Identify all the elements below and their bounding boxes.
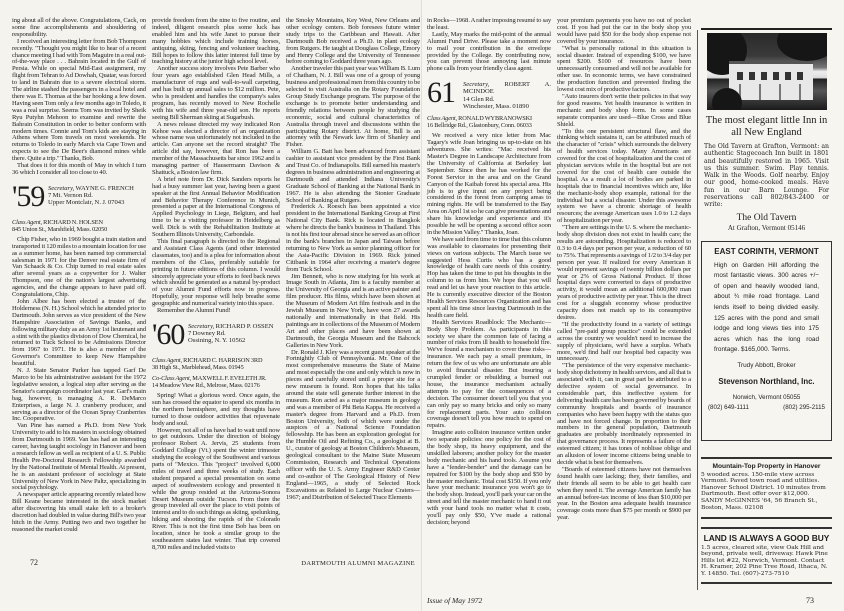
paragraph: Lastly, May marks the mid-point of the annual Alumni Fund Drive. Please take a moment now to mail your contribution in the envelope provided by the College. By contributing now, you can prevent those annoying last minute phone calls from your friendly class agent. [427, 30, 551, 73]
ads-column [697, 30, 831, 590]
ad-phone: (802) 649-1111 [708, 404, 749, 412]
ad-body: The Old Tavern at Grafton, Vermont: an authentic Stagecoach Inn built in 1801 and beautifully restored in 1965. Visit us this summer. Swim. Play tennis. Walk in the Woods. Golf nearby. Enjoy our good, home-cooked meals. Have fun in our Barn Lounge. For reservations call 802/843-2400 or write: [704, 143, 829, 209]
ad-mountain-top [701, 457, 832, 519]
ad-contact: SANDY McGINNES '64, 56 Branch St., Boston, Mass. 02108 [701, 498, 818, 511]
paragraph: Chip Fisher, who in 1969 bought a train station and transported it 120 miles to a mountain location for use as a summer home, has been named top commercial salesman in 1971 for the Denver real estate firm of Van Schaack & Co. Chip turned to real estate sales after several years as a copywriter for J. Walter Thompson, one of the nation's largest advertising agencies, and the change appears to have paid off. Congratulations, Chip. [12, 235, 146, 299]
class-secretary [48, 185, 134, 207]
class-notes-header [12, 179, 146, 215]
agent-address: 14 Meadow View Rd., Melrose, Mass. 02176 [152, 381, 260, 389]
ad-address: At Grafton, Vermont 05146 [727, 223, 806, 232]
class-year: 61 [427, 76, 455, 110]
class-notes-header [427, 76, 551, 111]
secretary-line [48, 185, 134, 192]
paragraph: A news release directed my way indicated Ron Kehoe was elected a director of an organization whose name was unfortunately not included in the article. Can anyone set the record straight? The article did say, however, that Ron has been a member of the Massachusetts bar since 1962 and is managing partner of Hausermann Davison & Shattuck, a Boston law firm. [152, 120, 280, 176]
paragraph: I received an interesting letter from Bob Thompson recently. "Thought you might like to hear of a recent chance meeting I had with Tom Maguire in a real out-of-the-way place . . . Bahrain located in the Gulf of Persia. While on special Mid-East assignment, my flight from Tehran to Ad Dowhah, Quatar, was forced to land in Bahrain due to a severe electrical storm. The airline stashed the passengers in a local hotel and there was E. Thomas at the bar hooking a few down. Having seen Tom only a few months ago in Toledo, it was a real surprise. Seems Tom was invited by Sheik Ryu Putyhn Mehoon to examine and rewrite the Bahrain Constitution in order to better conform with modern times. Connie and Tom's kids are staying in Athens where Tom travels on most weekends. He returns to Toledo in early March via Cape Town and expects to see the De Beer's diamond mines while there. Quite a trip." Thanks, Bob. [12, 37, 146, 163]
ad-town: Norwich, Vermont 05055 [732, 394, 801, 402]
paragraph: William G. Batt has been advanced from assistant cashier to assistant vice president by the First Bank and Trust Co. of Indianapolis. Bill earned his master's degrees in business administration and engineering at Dartmouth and attended Indiana University's Graduate School of Banking at the National Bank in 1967. He is also attending the Stonier Graduate School of Banking at Rutgers. [286, 148, 420, 204]
class-notes-header [152, 317, 280, 353]
secretary-name: ROBERT A. MCINDOE [463, 81, 551, 96]
paragraph: We received a very nice letter from Mac Tagary's wife Joan bringing us up-to-date on his adventures. She writes: "Mac received his Master's Degree in Landscape Architecture from the University of California at Berkeley last September. Since then he has worked for the Forest Service in the area and on the Grand Canyon of the Kaibab forest his special area. His job is to give input on any project being considered in the forest from camping areas to mining rights. He will be transferred to the Bay Area on April 1st so he can give presentations and share his knowledge and experience and it's possible he will be opening a second office soon in the Mission Valley." Thanks, Joan. [427, 132, 551, 236]
agent-label: Class Agent, [12, 218, 42, 226]
agent-name: RICHARD N. HOLSEN [43, 218, 103, 226]
right-columns [427, 18, 844, 590]
secretary-label: Secretary, [463, 81, 490, 89]
agent-name: RONALD WYBRANOWSKI [458, 115, 532, 123]
paragraph: John Albee has been elected a trustee of the Holderness (N. H.) School which he attended prior to Dartmouth. John serves as vice president of the New Hampshire Association of Savings Banks, and following military duty as an Army 1st lieutenant and a stint with the plastics division of Dow Chemical, he returned to Tuck School to be Admissions Director from 1967 to 1971. He is also a member of the Governor's Committee to keep New Hampshire beautiful. [12, 298, 146, 368]
paragraph: provide freedom from the nine to five routine, and indeed, diligent research plus some luck has enabled him and his wife Janet to pursue their many hobbies which include training horses, antiquing, skiing, fencing and volunteer teaching. Bill hopes to follow this latter interest full time by teaching history at the junior high school level. [152, 17, 280, 66]
paragraph: Another traveler this past year was William B. Lum of Chatham, N. J. Bill was one of a group of young business and professional men from this country to be selected to visit Australia on the Rotary Foundation Group Study Exchange program. The purpose of the exchange is to promote better understanding and friendly relations between people by studying the economic, social and cultural characteristics of Australia through travel and discussions within the participating Rotary district. At home, Bill is an attorney with the Newark law firm of Shanley and Fisher. [286, 65, 420, 149]
column-4 [427, 18, 551, 527]
agent-label: Class Agent, [427, 115, 457, 123]
class-year: '60 [152, 317, 185, 351]
ad-headline: EAST CORINTH, VERMONT [714, 246, 819, 256]
class-agent [152, 357, 280, 371]
ad-headline: LAND IS ALWAYS A GOOD BUY [703, 532, 830, 543]
secretary-address: Winchester, Mass. 01890 [463, 102, 529, 110]
secretary-address: 7 Mt. Vernon Rd. [48, 192, 93, 200]
paragraph: Spring! What a glorious word. Once again, the sun has crossed the equator to spend six months in the northern hemisphere, and my thoughts have turned to those outdoor activities that rejuvenate body and soul. [152, 391, 280, 427]
class-secretary [463, 81, 551, 110]
paragraph: "Auto insurers don't write their policies in that way for good reasons. Yet health insurance is written in mechanic and body shop form. In some cases separate companies are used—Blue Cross and Blue Shield. [557, 92, 691, 128]
ad-phones [706, 404, 827, 411]
page-number-left: 72 [30, 557, 38, 567]
secretary-label: Secretary, [48, 184, 75, 192]
class-secretary [188, 323, 274, 345]
column-3 [286, 18, 420, 501]
paragraph: Jim Bennett, who is now studying for his work at Image South in Atlanta, Jim is a faculty member at the University of Georgia and is an active painter and film producer. His films, which have been shown at the Museum of Modern Art film festivals and in the Jewish Museum in New York, have won 27 awards nationally and internationally in that field. His paintings are in collections of the Museum of Modern Art and other places and have been shown at Dartmouth, the Georgia Museum and the Babcock Galleries in New York. [286, 272, 420, 349]
ad-firm: Stevenson Northland, Inc. [718, 377, 815, 387]
ad-land-good-buy [701, 527, 832, 584]
right-page [421, 0, 844, 611]
running-head-issue: Issue of May 1972 [427, 596, 483, 605]
paragraph: in Rocks—1968. A rather imposing resumé to say the least. [427, 17, 551, 31]
ad-body: High on Garden Hill affording the most fantastic views. 300 acres +/− of open and heavily wooded land, about ¾ mile road frontage. Land lends itself to being divided easily. 125 acres with the pond and small lodge and long views ties into 175 acres which has the long road frontage. $165,000. Terms. [714, 261, 819, 354]
agent-label: Class Agent, [152, 356, 182, 364]
agent-address: 16 Bellridge Rd., Glastonbury, Conn. 06033 [427, 122, 532, 130]
left-columns [12, 18, 421, 552]
paragraph: your premium payments you have no out of pocket cost. If you had put the car in the body shop you would have paid $50 for the body shop expense not covered by your insurance. [557, 17, 691, 45]
agent-name: RICHARD C. HARRISON 3RD [183, 356, 263, 364]
paragraph: However, not all of us have had to wait until now to get outdoors. Under the direction of biology professor Robert A. Jervis, 25 students from Goddard College (Vt.) spent the winter trimester studying the ecology of the Southwest and various parts of "Mexico. This "project" involved 6,000 miles of travel and three weeks of study. Each student prepared a special presentation on some aspect of southwestern ecology and presented it while the group resided at the Arizona-Sonora Desert Museum outside Tucson. From there the group traveled all over the place to visit points of interest and to do such things as skiing, spelunking, hiking and shooting the rapids of the Colorado River. This is not the first time Bob has been on location, since he took a similar group to the southeastern states last winter. That trip covered 8,700 miles and included visits to [152, 426, 280, 551]
secretary-name: RICHARD P. OSSEN [215, 322, 274, 330]
agent-label: Co-Class Agent, [152, 374, 192, 382]
secretary-name: WAYNE G. FRENCH [75, 184, 134, 192]
secretary-address: Upper Montclair, N. J. 07043 [48, 199, 125, 207]
paragraph: the Smoky Mountains, Key West, New Orleans and other ecology centers. Bob foresees future winter study trips to the Caribbean and Hawaii. After Dartmouth Bob received a Ph.D. in plant ecology from Rutgers. He taught at Douglass College, Emory and Henry College and the University of Tennessee before coming to Goddard three years ago. [286, 17, 420, 66]
paragraph: Health Services Roadblock: The Mechanic—Body Shop Problem. As participants in this society we share the common fate of facing a number of risks from ill health to household fire. We've found a mechanism to cover these risks—insurance. We each pay a small premium, in return the few of us who are unfortunate are able to avoid financial disaster. But insuring a crumpled fender or rebuilding a burned out house, the insurance mechanism actually attempts to pay for the consequences of a decision. The consumer doesn't tell you that you can only pay so many bricks and only so many for replacement parts. Your auto collision coverage doesn't tell you how much to spend on repairs. [427, 318, 551, 430]
ad-east-corinth [701, 241, 832, 441]
paragraph: ing about all of the above. Congratulations, Cack, on some fine accomplishments and shouldering of responsibility. [12, 17, 146, 38]
paragraph: Frederick A. Roesch has been appointed a vice president in the International Banking Group at First National City Bank. Rick is located in Bangkok where he directs the bank's business in Thailand. This is not his first tour abroad since he served as an officer in the bank's branches in Japan and Taiwan before returning to New York as senior planning officer for the Asia-Pacific Division in 1969. Rick joined Citibank in 1964 after receiving a master's degree from Tuck School. [286, 203, 420, 273]
paragraph: "To this one persistent structural flaw, and the thinking which sustains it, can be attributed much of the character of "crisis" which surrounds the delivery of health services today. Many Americans are covered for the cost of hospitalization and the cost of physician services while in the hospital but are not covered for the cost of health care outside the hospital. As a result a lot of bodies are parked in hospitals due to financial incentives which are, like the mechanic-body shop example, rational for the individual but a social disaster. Under this awesome system we have a chronic shortage of health resources; the average American uses 1.0 to 1.2 days of hospitalization per year. [557, 127, 691, 225]
paragraph: A brief note from Dr. Dick Sanders reports he had a busy summer last year, having been a guest speaker at the first Annual Behavior Modification and Behavior Therapy Conference in Munich, presented a paper at the International Congress of Applied Psychology in Liege, Belgium, and had time to be a visiting professor in Heidelberg as well. Dick is with the Rehabilitation Institute at Southern Illinois University, Carbondale. [152, 175, 280, 239]
paragraph: "Boards of esteemed citizens have not themselves found health care lacking; they, their families, and their friends all seem to be able to get health care when they need it. The average American family has an annual before-tax income of less than $10,000 per year. In the Boston area adequate health insurance coverage costs more than $75 per month or $900 per year. [557, 465, 691, 522]
paragraph: Van Pine has earned a Ph.D. from New York University to add to his masters in sociology obtained from Dartmouth in 1969. Van has had an interesting career, having taught sociology in Hanover and been a research fellow as well as recipient of a U. S. Public Health Pre-Doctoral Research Fellowship awarded by the National Institute of Mental Health. At present, he is an assistant professor of sociology at State University of New York in New Paltz, specializing in social psychology. [12, 422, 146, 492]
page-number-right: 73 [806, 596, 814, 605]
left-page [0, 0, 421, 600]
ad-body: 5 wooded acres. 150-mile view across Vermont. Paved town road and utilities. Hanover School District. 10 minutes from Dartmouth. Best offer over $12,000. [701, 471, 826, 498]
ad-headline: Mountain-Top Property in Hanover [712, 462, 821, 470]
paragraph: A newspaper article appearing recently related how Bill Keane became interested in the stock market after discovering his small stake left to a broker's discretion had doubled in value during Bill's two year hitch in the Army. Putting two and two together he reasoned the market could [12, 491, 146, 533]
ad-headline: The most elegant little Inn in all New England [705, 115, 828, 138]
paragraph: We have said from time to time that this column was available to classmates for presenting their views on various subjects. The March issue we suggested Hess Curtis who has a good knowledge of health care needs of this country. Hop has taken the time to put his thoughts in the column to us from him. We hope that you will read and let us have your reaction to this article. He is currently executive director of the Boston Health Services Resources Organization and has spent all his time since leaving Dartmouth in the health care field. [427, 235, 551, 319]
agent-address: 38 High St., Marblehead, Mass. 01945 [152, 363, 244, 371]
paragraph: This final paragraph is directed to the Regional and Assistant Class Agents (and other interested classmates, too) and is a plea for information about members of the Class, preferably suitable for printing in future editions of this column. I would sincerely appreciate your efforts to feed back news which should be generated as a natural by-product of your Alumni Fund efforts now in progress. Hopefully, your response will help breathe some geographic and numerical variety into this space. [152, 238, 280, 308]
column-5 [557, 18, 691, 522]
paragraph: Remember the Alumni Fund! [157, 307, 231, 315]
paragraph: "If the productivity found in a variety of settings called "pre-paid group practice" could be extended across the country we wouldn't need to increase the supply of physicians, we'd have a surplus. What's more, we'd find half our hospital bed capacity was unnecessary. [557, 320, 691, 363]
paragraph: "What is personally rational in this situation is social disaster. Instead of expending $100, we have spent $200. $100 of resources have been unnecessarily consumed and will not be available for other use. In economic terms, we have constrained the production function and prevented finding the lowest cost mix of productive factors. [557, 44, 691, 94]
paragraph: That does it for this month of May in which I turn 36 which I consider all too close to 40. [12, 162, 146, 176]
running-head-magazine: DARTMOUTH ALUMNI MAGAZINE [301, 559, 415, 567]
secretary-line [463, 81, 551, 95]
agent-address: 845 Union St., Marshfield, Mass. 02050 [12, 225, 108, 233]
class-agent [427, 115, 551, 129]
secretary-label: Secretary, [188, 322, 215, 330]
ad-broker: Trudy Abbott, Broker [737, 362, 796, 370]
secretary-address: 7 Downey Rd. [188, 330, 226, 338]
secretary-address: 14 Glen Rd. [463, 95, 495, 103]
ad-name: The Old Tavern [736, 212, 797, 223]
secretary-line [188, 323, 274, 330]
ad-old-tavern [701, 28, 832, 233]
paragraph: N. J. State Senator Parker has tapped Garf De Marco to be his administrative assistant for the 1972 legislative session, a logical step after serving as the Senator's campaign coordinator last year. Garf's main bag, however, is managing A. R. DeMarco Enterprises, a large N. J. cranberry producer, and serving as a director of the Ocean Spray Cranberries Inc. Cooperative. [12, 367, 146, 423]
class-agent [12, 219, 146, 233]
agent-name: MAXWELL F. EVELETH JR. [192, 374, 267, 382]
paragraph: "The persistence of the very expensive mechanic-body shop dichotomy in health services, and all that is associated with it, can in great part be attributed to a defective system of social governance. In considerable part, this ineffective system for delivering health care has been governed by boards of community hospitals and boards of insurance companies who have been happy with the status quo and have not forced change. In proportion to their numbers in the general population, Dartmouth graduates are probably inordinately represented in that governance process. It represents a failure of the esteemed citizen; it has tones of noblisse oblige and an allusion of lower income citizens being unable to decide what is best for themselves. [557, 362, 691, 466]
paragraph: Dr. Ronald J. Kley was a recent guest speaker at the Fortnightly Club of Pennsylvania. Mr. One of the most comprehensive museums the State of Maine and most especially the one and only which is now in pieces and carefully stored until a proper site for a new museum is found. Ron hopes that his talks around the state will generate further interest in the museum. Ron acted as a major museum in geology and was a member of Phi Beta Kappa. He received a master's degree from Harvard and a Ph.D. from Boston University, both of which were under the auspices of a National Science Foundation fellowship. He has been an exploration geologist for the Humble Oil and Refining Co., a geologist at B. U., curator of geology at Boston Children's Museum, geological consultant to the Maine State Museum Commission, Research and Technical Operations officer with the U. S. Army Engineer R&D Center and co-author of The Geological History of New England—1965, a study of Selected Rock Excavations as Related to Large Nuclear Craters—1967; and Distribution of Selected Trace Elements [286, 348, 420, 501]
paragraph: "There are settings in the U. S. where the mechanic-body shop division does not exist in health care; the results are astounding. Hospitalization is reduced to 0.3 to 0.4 days per person per year, a reduction of 60 to 75%. That represents a savings of 1/2 to 3/4 day per person per year. If realized for every American it would represent savings of twenty billion dollars per year or 2% of Gross National Product. If those hospital days were converted to days of productive activity, it would mean an additional 600,000 man years of productive activity per year. This is the direct cost for a sluggish economy whose productive capacity does not match up to its consumptive desires. [557, 224, 691, 321]
left-footer [12, 558, 421, 573]
secretary-address: Ossining, N. Y. 10562 [188, 337, 246, 345]
ad-phone: (802) 295-2115 [783, 404, 825, 412]
column-2 [152, 18, 280, 552]
class-agent [152, 375, 280, 389]
right-footer [427, 596, 844, 611]
inn-photo [707, 33, 827, 110]
column-1 [12, 18, 146, 534]
paragraph: Another success story involves Pete Barber who four years ago established Glen Head Mills, a manufacturer of rugs and wall-to-wall carpeting, and has built up annual sales to $12 million. Pete, who is president and handles the company's sales program, has recently moved to New Rochelle with his wife and three year-old son. He reports seeing Bill Sherman skiing at Sugarbush. [152, 65, 280, 121]
paragraph: Imagine auto collision insurance written under two separate policies: one policy for the cost of the body shop, its heavy equipment, and the unskilled laborers; another policy for the master body mechanic and his hand tools. Assume you have a "fender-bender" and the damage can be repaired for $100 by the body shop and $50 by the master mechanic. Total cost $150. If you only have your mechanic insurance you won't go to the body shop. Instead, you'll park your car on the street and tell the master mechanic to hand it out with your hand tools no matter what it costs, you'll pay only $50, Y've made a rational decision; beyond [427, 429, 551, 526]
class-year: '59 [12, 179, 45, 213]
ad-body: 1.5 acres, cleared site, view Oak Hill and beyond, private well, driveway. Hawk Pine Hills lot #22, Norwich, Vermont. Contact H. Kramer, 202 Pine Tree Road, Ithaca, N. Y. 14850. Tel. (607)-273-7510 [701, 544, 828, 578]
